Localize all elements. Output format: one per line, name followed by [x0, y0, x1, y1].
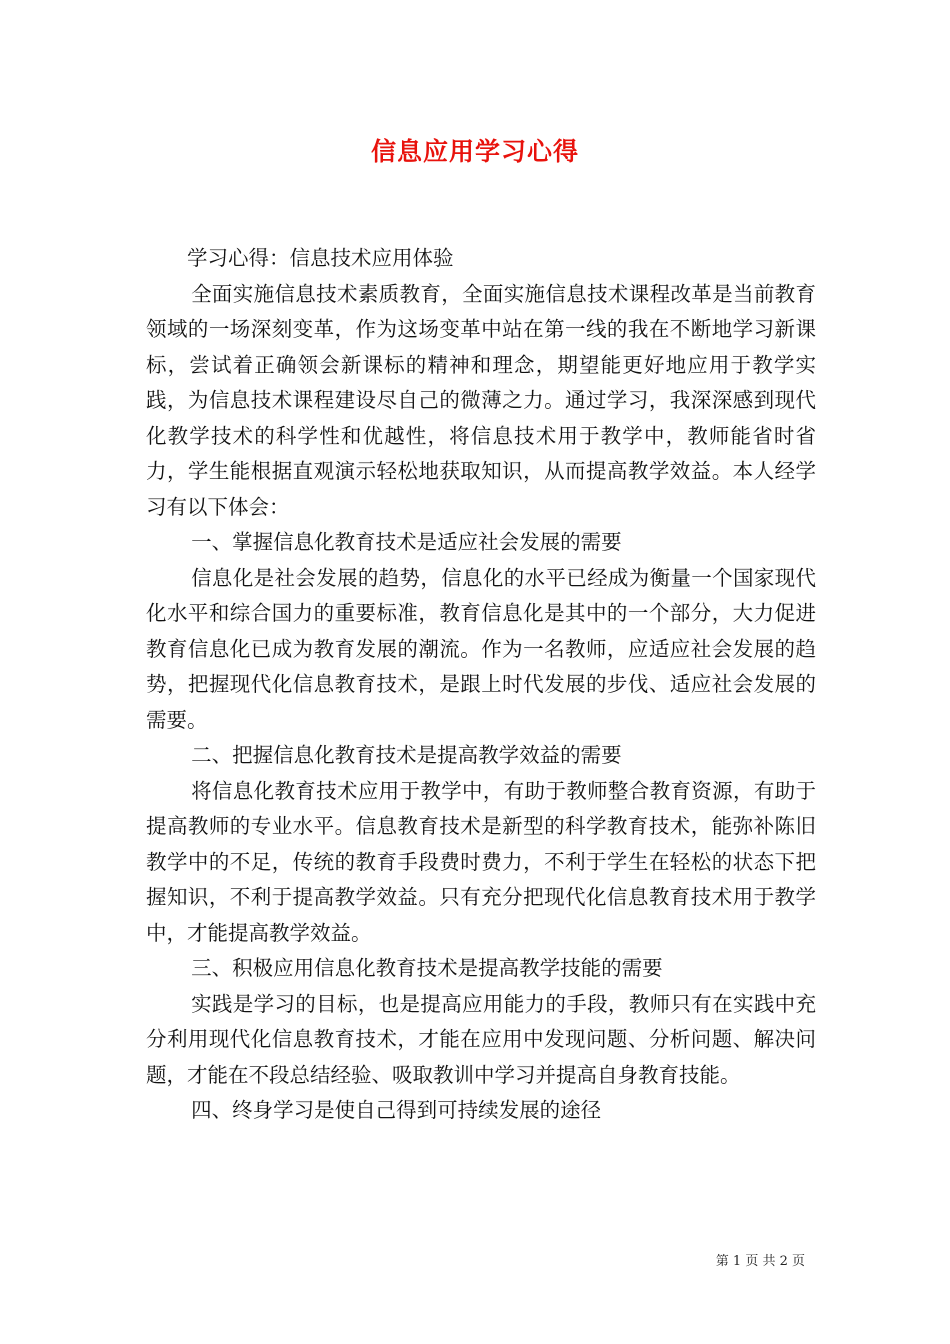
document-body: [146, 241, 816, 1129]
document-title: 信息应用学习心得: [370, 137, 579, 166]
paragraph-section-3: 实践是学习的目标，也是提高应用能力的手段，教师只有在实践中充分利用现代化信息教育技术，才能在应用中发现问题、分析问题、解决问题，才能在不段总结经验、吸取教训中学习并提高自身教育技能。: [146, 991, 816, 1087]
paragraph-intro: 全面实施信息技术素质教育，全面实施信息技术课程改革是当前教育领域的一场深刻变革，作为这场变革中站在第一线的我在不断地学习新课标，尝试着正确领会新课标的精神和理念，期望能更好地应用于教学实践，为信息技术课程建设尽自己的微薄之力。通过学习，我深深感到现代化教学技术的科学性和优越性，将信息技术用于教学中，教师能省时省力，学生能根据直观演示轻松地获取知识，从而提高教学效益。本人经学习有以下体会：: [146, 281, 816, 519]
section-heading-3: 三、积极应用信息化教育技术是提高教学技能的需要: [191, 956, 663, 980]
paragraph-subtitle: 学习心得：信息技术应用体验: [187, 246, 454, 270]
section-heading-1: 一、掌握信息化教育技术是适应社会发展的需要: [191, 530, 622, 554]
section-heading-4: 四、终身学习是使自己得到可持续发展的途径: [191, 1098, 602, 1122]
paragraph-section-1: 信息化是社会发展的趋势，信息化的水平已经成为衡量一个国家现代化水平和综合国力的重要标准，教育信息化是其中的一个部分，大力促进教育信息化已成为教育发展的潮流。作为一名教师，应适应社会发展的趋势，把握现代化信息教育技术，是跟上时代发展的步伐、适应社会发展的需要。: [146, 565, 816, 732]
page-number: 第 1 页 共 2 页: [715, 1254, 805, 1269]
paragraph-section-2: 将信息化教育技术应用于教学中，有助于教师整合教育资源，有助于提高教师的专业水平。信息教育技术是新型的科学教育技术，能弥补陈旧教学中的不足，传统的教育手段费时费力，不利于学生在轻松的状态下把握知识，不利于提高教学效益。只有充分把现代化信息教育技术用于教学中，才能提高教学效益。: [146, 778, 816, 945]
section-heading-2: 二、把握信息化教育技术是提高教学效益的需要: [191, 743, 622, 767]
